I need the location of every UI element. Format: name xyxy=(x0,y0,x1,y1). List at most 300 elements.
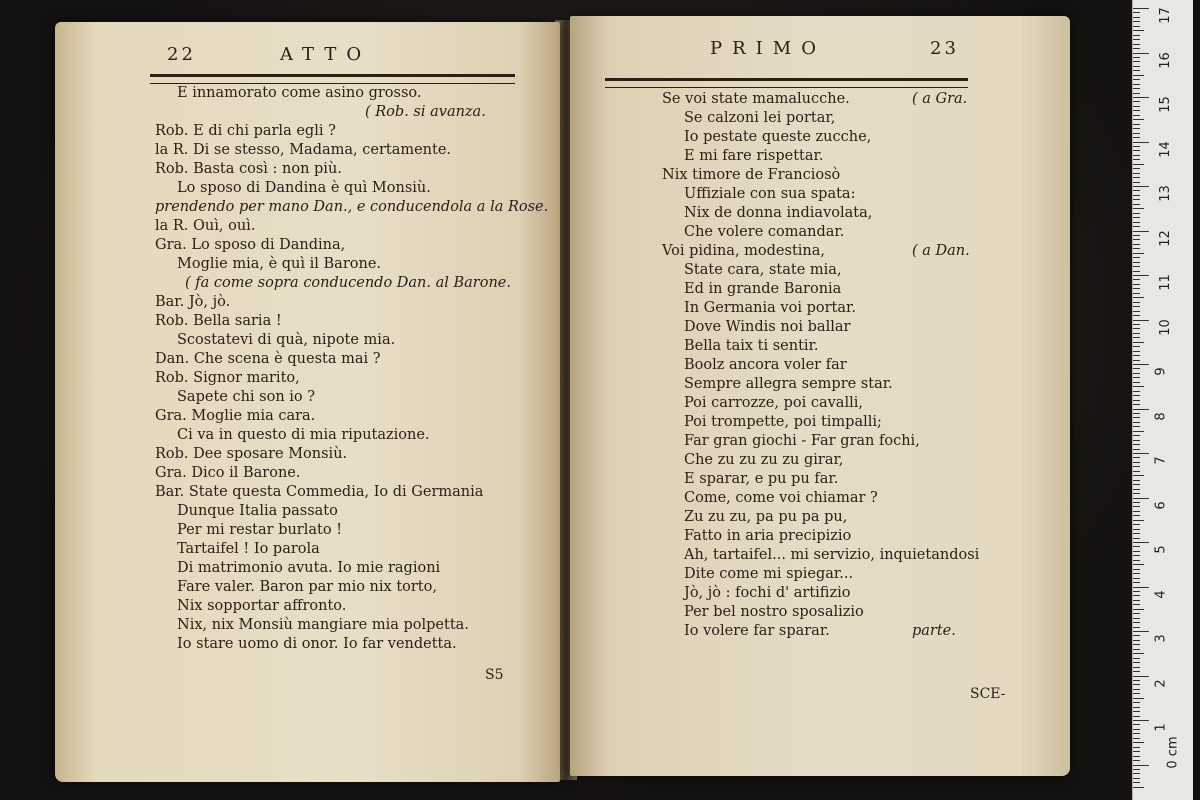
ruler-tick xyxy=(1133,173,1140,174)
text-line xyxy=(155,103,548,122)
text-line xyxy=(155,217,548,236)
text-line xyxy=(662,603,979,622)
ruler-tick xyxy=(1133,66,1140,67)
text-line xyxy=(155,331,548,350)
line-text: Nix de donna indiavolata, xyxy=(684,205,873,221)
ruler-tick xyxy=(1133,662,1140,663)
ruler-tick xyxy=(1133,133,1140,134)
ruler-tick xyxy=(1133,462,1140,463)
text-line xyxy=(155,274,548,293)
text-line xyxy=(155,445,548,464)
ruler-tick xyxy=(1133,293,1140,294)
ruler-tick xyxy=(1133,707,1140,708)
ruler-tick xyxy=(1133,560,1140,561)
ruler-tick xyxy=(1133,337,1140,338)
ruler-tick xyxy=(1133,204,1140,205)
ruler-tick xyxy=(1133,609,1144,610)
text-line xyxy=(155,141,548,160)
ruler-tick xyxy=(1133,26,1140,27)
ruler-number: 6 xyxy=(1153,500,1169,510)
line-text: E sparar, e pu pu far. xyxy=(684,471,839,487)
ruler-number: 17 xyxy=(1157,7,1173,24)
ruler-tick xyxy=(1133,524,1140,525)
ruler-number: 12 xyxy=(1157,229,1173,247)
text-line xyxy=(155,160,548,179)
line-text: Scostatevi di quà, nipote mia. xyxy=(177,332,396,348)
stage-direction: parte. xyxy=(912,623,956,639)
line-text: Zu zu zu, pa pu pa pu, xyxy=(684,509,848,525)
ruler-number: 0 cm xyxy=(1165,735,1181,769)
ruler-tick xyxy=(1133,573,1140,574)
ruler-tick xyxy=(1133,591,1140,592)
ruler-tick xyxy=(1133,724,1140,725)
line-text: Gra. Dico il Barone. xyxy=(155,465,301,481)
ruler-tick xyxy=(1133,75,1144,76)
line-text: la R. Di se stesso, Madama, certamente. xyxy=(155,142,452,158)
text-line xyxy=(662,413,979,432)
measuring-ruler xyxy=(1132,0,1193,800)
ruler-number: 4 xyxy=(1153,589,1169,599)
ruler-tick xyxy=(1133,311,1140,312)
line-text: Ed in grande Baronia xyxy=(684,281,842,297)
ruler-tick xyxy=(1133,613,1140,614)
ruler-tick xyxy=(1133,275,1149,276)
ruler-tick xyxy=(1133,382,1140,383)
line-text: Per bel nostro sposalizio xyxy=(684,604,864,620)
ruler-tick xyxy=(1133,53,1149,54)
ruler-tick xyxy=(1133,48,1140,49)
line-text: E mi fare rispettar. xyxy=(684,148,824,164)
ruler-tick xyxy=(1133,538,1140,539)
left-running-head: ATTO xyxy=(280,44,372,65)
ruler-tick xyxy=(1133,466,1140,467)
ruler-tick xyxy=(1133,551,1140,552)
ruler-tick xyxy=(1133,627,1140,628)
ruler-tick xyxy=(1133,57,1140,58)
ruler-tick xyxy=(1133,44,1140,45)
ruler-tick xyxy=(1133,773,1140,774)
line-text: Che volere comandar. xyxy=(684,224,845,240)
ruler-tick xyxy=(1133,199,1140,200)
text-line xyxy=(155,483,548,502)
ruler-tick xyxy=(1133,106,1140,107)
ruler-tick xyxy=(1133,471,1140,472)
line-text: prendendo per mano Dan., e conducendola a la Rose. xyxy=(155,199,549,215)
text-line xyxy=(662,546,979,565)
ruler-tick xyxy=(1133,493,1140,494)
line-text: Poi trompette, poi timpalli; xyxy=(684,414,882,430)
ruler-tick xyxy=(1133,426,1140,427)
ruler-tick xyxy=(1133,84,1140,85)
line-text: Ah, tartaifel... mi servizio, inquietandosi xyxy=(684,547,980,563)
line-text: Tartaifel ! Io parola xyxy=(177,541,320,557)
ruler-tick xyxy=(1133,729,1140,730)
ruler-tick xyxy=(1133,484,1140,485)
line-text: Io volere far sparar. xyxy=(684,623,830,639)
text-line xyxy=(155,84,548,103)
ruler-tick xyxy=(1133,253,1144,254)
text-line xyxy=(155,502,548,521)
text-line xyxy=(662,90,979,109)
ruler-tick xyxy=(1133,698,1144,699)
text-line xyxy=(662,337,979,356)
signature-mark: S5 xyxy=(485,667,504,683)
ruler-tick xyxy=(1133,391,1140,392)
ruler-tick xyxy=(1133,765,1149,766)
line-text: E innamorato come asino grosso. xyxy=(177,85,422,101)
ruler-tick xyxy=(1133,622,1140,623)
ruler-number: 8 xyxy=(1153,411,1169,421)
text-line xyxy=(662,508,979,527)
open-book xyxy=(50,10,1075,785)
ruler-tick xyxy=(1133,431,1144,432)
ruler-tick xyxy=(1133,159,1140,160)
ruler-tick xyxy=(1133,168,1140,169)
ruler-tick xyxy=(1133,115,1140,116)
ruler-tick xyxy=(1133,315,1140,316)
ruler-tick xyxy=(1133,124,1140,125)
text-line xyxy=(155,578,548,597)
ruler-tick xyxy=(1133,248,1140,249)
text-line xyxy=(662,489,979,508)
text-line xyxy=(155,369,548,388)
ruler-tick xyxy=(1133,395,1140,396)
line-text: Dove Windis noi ballar xyxy=(684,319,851,335)
ruler-tick xyxy=(1133,649,1140,650)
text-line xyxy=(662,242,979,261)
ruler-tick xyxy=(1133,266,1140,267)
line-text: Di matrimonio avuta. Io mie ragioni xyxy=(177,560,441,576)
text-line xyxy=(662,470,979,489)
text-line xyxy=(155,616,548,635)
ruler-tick xyxy=(1133,320,1149,321)
stage-direction: ( a Gra. xyxy=(912,91,968,107)
line-text: Per mi restar burlato ! xyxy=(177,522,343,538)
text-line xyxy=(155,426,548,445)
left-page xyxy=(55,22,560,782)
ruler-tick xyxy=(1133,146,1140,147)
ruler-tick xyxy=(1133,511,1140,512)
line-text: Lo sposo di Dandina è quì Monsiù. xyxy=(177,180,431,196)
ruler-tick xyxy=(1133,150,1140,151)
text-line xyxy=(662,375,979,394)
ruler-tick xyxy=(1133,680,1140,681)
ruler-tick xyxy=(1133,244,1140,245)
ruler-tick xyxy=(1133,760,1140,761)
ruler-tick xyxy=(1133,422,1140,423)
ruler-tick xyxy=(1133,578,1140,579)
ruler-tick xyxy=(1133,555,1140,556)
ruler-tick xyxy=(1133,618,1140,619)
ruler-tick xyxy=(1133,587,1149,588)
ruler-tick xyxy=(1133,671,1140,672)
ruler-tick xyxy=(1133,190,1140,191)
ruler-tick xyxy=(1133,520,1144,521)
text-line xyxy=(155,293,548,312)
ruler-number: 16 xyxy=(1157,51,1173,69)
ruler-tick xyxy=(1133,756,1140,757)
line-text: la R. Ouì, ouì. xyxy=(155,218,256,234)
ruler-number: 14 xyxy=(1157,140,1173,158)
ruler-number: 7 xyxy=(1153,456,1169,465)
ruler-number: 13 xyxy=(1157,185,1173,202)
ruler-tick xyxy=(1133,110,1140,111)
ruler-number: 3 xyxy=(1153,634,1169,643)
line-text: Se calzoni lei portar, xyxy=(684,110,836,126)
ruler-tick xyxy=(1133,39,1140,40)
text-line xyxy=(662,128,979,147)
ruler-tick xyxy=(1133,667,1140,668)
ruler-tick xyxy=(1133,738,1140,739)
ruler-tick xyxy=(1133,79,1140,80)
text-line xyxy=(155,312,548,331)
ruler-tick xyxy=(1133,288,1140,289)
line-text: Moglie mia, è quì il Barone. xyxy=(177,256,382,272)
ruler-tick xyxy=(1133,119,1144,120)
ruler-tick xyxy=(1133,689,1140,690)
ruler-tick xyxy=(1133,733,1140,734)
ruler-tick xyxy=(1133,17,1140,18)
text-line xyxy=(155,179,548,198)
ruler-tick xyxy=(1133,720,1149,721)
line-text: Jò, jò : fochi d' artifizio xyxy=(684,585,851,601)
line-text: Gra. Moglie mia cara. xyxy=(155,408,316,424)
ruler-tick xyxy=(1133,231,1149,232)
ruler-tick xyxy=(1133,453,1149,454)
ruler-tick xyxy=(1133,279,1140,280)
ruler-tick xyxy=(1133,684,1140,685)
right-text-block xyxy=(662,90,979,641)
line-text: Rob. Signor marito, xyxy=(155,370,300,386)
ruler-tick xyxy=(1133,222,1140,223)
text-line xyxy=(662,223,979,242)
text-line xyxy=(662,318,979,337)
text-line xyxy=(662,356,979,375)
ruler-number: 11 xyxy=(1157,274,1173,291)
text-line xyxy=(155,198,548,217)
ruler-tick xyxy=(1133,61,1140,62)
line-text: Rob. E di chi parla egli ? xyxy=(155,123,336,139)
ruler-tick xyxy=(1133,302,1140,303)
ruler-tick xyxy=(1133,262,1140,263)
ruler-tick xyxy=(1133,676,1149,677)
ruler-tick xyxy=(1133,480,1140,481)
ruler-tick xyxy=(1133,644,1140,645)
ruler-tick xyxy=(1133,12,1140,13)
ruler-tick xyxy=(1133,582,1140,583)
catchword: SCE- xyxy=(970,686,1006,702)
ruler-tick xyxy=(1133,88,1140,89)
line-text: Bella taix ti sentir. xyxy=(684,338,819,354)
text-line xyxy=(662,166,979,185)
ruler-tick xyxy=(1133,595,1140,596)
right-running-head: PRIMO xyxy=(710,38,826,59)
ruler-tick xyxy=(1133,182,1140,183)
text-line xyxy=(155,597,548,616)
ruler-tick xyxy=(1133,489,1140,490)
text-line xyxy=(155,122,548,141)
ruler-tick xyxy=(1133,653,1144,654)
line-text: Ci va in questo di mia riputazione. xyxy=(177,427,430,443)
ruler-tick xyxy=(1133,457,1140,458)
ruler-tick xyxy=(1133,533,1140,534)
text-line xyxy=(155,464,548,483)
ruler-tick xyxy=(1133,631,1149,632)
ruler-tick xyxy=(1133,506,1140,507)
ruler-tick xyxy=(1133,716,1140,717)
ruler-tick xyxy=(1133,137,1140,138)
text-line xyxy=(662,109,979,128)
line-text: Fatto in aria precipizio xyxy=(684,528,852,544)
ruler-tick xyxy=(1133,355,1140,356)
text-line xyxy=(662,622,979,641)
text-line xyxy=(155,236,548,255)
stage-direction: ( a Dan. xyxy=(912,243,970,259)
ruler-tick xyxy=(1133,542,1149,543)
ruler-tick xyxy=(1133,155,1140,156)
line-text: Nix, nix Monsiù mangiare mia polpetta. xyxy=(177,617,469,633)
ruler-tick xyxy=(1133,195,1140,196)
right-header-rule xyxy=(605,78,968,88)
text-line xyxy=(662,261,979,280)
text-line xyxy=(662,280,979,299)
text-line xyxy=(155,407,548,426)
text-line xyxy=(155,255,548,274)
ruler-tick xyxy=(1133,186,1149,187)
ruler-tick xyxy=(1133,97,1149,98)
ruler-tick xyxy=(1133,440,1140,441)
right-page-number: 23 xyxy=(930,38,959,59)
line-text: Io stare uomo di onor. Io far vendetta. xyxy=(177,636,457,652)
ruler-tick xyxy=(1133,21,1140,22)
ruler-tick xyxy=(1133,444,1140,445)
ruler-tick xyxy=(1133,502,1140,503)
line-text: Voi pidina, modestina, xyxy=(662,243,825,259)
ruler-tick xyxy=(1133,693,1140,694)
line-text: Io pestate queste zucche, xyxy=(684,129,872,145)
ruler-tick xyxy=(1133,101,1140,102)
ruler-tick xyxy=(1133,782,1140,783)
ruler-number: 10 xyxy=(1157,318,1173,336)
ruler-tick xyxy=(1133,306,1140,307)
ruler-tick xyxy=(1133,217,1140,218)
line-text: Far gran giochi - Far gran fochi, xyxy=(684,433,920,449)
ruler-tick xyxy=(1133,328,1140,329)
text-line xyxy=(662,185,979,204)
left-page-number: 22 xyxy=(167,44,196,65)
line-text: Rob. Dee sposare Monsiù. xyxy=(155,446,348,462)
text-line xyxy=(662,527,979,546)
ruler-tick xyxy=(1133,177,1140,178)
ruler-tick xyxy=(1133,235,1140,236)
ruler-tick xyxy=(1133,8,1149,9)
line-text: In Germania voi portar. xyxy=(684,300,856,316)
ruler-tick xyxy=(1133,351,1140,352)
line-text: ( Rob. si avanza. xyxy=(365,104,486,120)
line-text: Fare valer. Baron par mio nix torto, xyxy=(177,579,437,595)
ruler-tick xyxy=(1133,751,1140,752)
ruler-tick xyxy=(1133,498,1149,499)
line-text: Sapete chi son io ? xyxy=(177,389,316,405)
ruler-tick xyxy=(1133,600,1140,601)
right-page xyxy=(570,16,1070,776)
ruler-tick xyxy=(1133,711,1140,712)
text-line xyxy=(662,204,979,223)
ruler-number: 1 xyxy=(1153,723,1169,732)
left-text-block xyxy=(155,84,548,654)
line-text: Gra. Lo sposo di Dandina, xyxy=(155,237,346,253)
text-line xyxy=(662,451,979,470)
text-line xyxy=(155,350,548,369)
ruler-tick xyxy=(1133,546,1140,547)
text-line xyxy=(155,540,548,559)
line-text: Uffiziale con sua spata: xyxy=(684,186,856,202)
ruler-tick xyxy=(1133,93,1140,94)
ruler-tick xyxy=(1133,284,1140,285)
line-text: Rob. Bella saria ! xyxy=(155,313,282,329)
text-line xyxy=(155,635,548,654)
line-text: State cara, state mia, xyxy=(684,262,842,278)
line-text: Bar. State questa Commedia, Io di Germania xyxy=(155,484,484,500)
ruler-tick xyxy=(1133,297,1144,298)
line-text: ( fa come sopra conducendo Dan. al Barone. xyxy=(185,275,511,291)
text-line xyxy=(155,559,548,578)
line-text: Nix sopportar affronto. xyxy=(177,598,347,614)
ruler-tick xyxy=(1133,257,1140,258)
ruler-tick xyxy=(1133,640,1140,641)
ruler-tick xyxy=(1133,658,1140,659)
left-header-rule xyxy=(150,74,515,84)
text-line xyxy=(662,394,979,413)
line-text: Poi carrozze, poi cavalli, xyxy=(684,395,863,411)
ruler-number: 5 xyxy=(1153,545,1169,554)
ruler-tick xyxy=(1133,569,1140,570)
ruler-tick xyxy=(1133,213,1140,214)
ruler-tick xyxy=(1133,564,1144,565)
ruler-tick xyxy=(1133,35,1140,36)
line-text: Bar. Jò, jò. xyxy=(155,294,231,310)
ruler-tick xyxy=(1133,226,1140,227)
ruler-tick xyxy=(1133,208,1144,209)
ruler-tick xyxy=(1133,342,1144,343)
ruler-tick xyxy=(1133,30,1144,31)
ruler-tick xyxy=(1133,404,1140,405)
line-text: Nix timore de Franciosò xyxy=(662,167,841,183)
ruler-tick xyxy=(1133,413,1140,414)
ruler-tick xyxy=(1133,475,1144,476)
line-text: Che zu zu zu zu girar, xyxy=(684,452,844,468)
ruler-tick xyxy=(1133,417,1140,418)
ruler-number: 9 xyxy=(1153,367,1169,376)
ruler-tick xyxy=(1133,635,1140,636)
text-line xyxy=(662,565,979,584)
ruler-tick xyxy=(1133,435,1140,436)
line-text: Come, come voi chiamar ? xyxy=(684,490,878,506)
ruler-tick xyxy=(1133,386,1144,387)
text-line xyxy=(662,299,979,318)
ruler-tick xyxy=(1133,271,1140,272)
line-text: Dite come mi spiegar... xyxy=(684,566,854,582)
ruler-tick xyxy=(1133,377,1140,378)
ruler-number: 2 xyxy=(1153,678,1169,688)
text-line xyxy=(662,147,979,166)
ruler-tick xyxy=(1133,360,1140,361)
text-line xyxy=(155,388,548,407)
ruler-tick xyxy=(1133,529,1140,530)
ruler-tick xyxy=(1133,239,1140,240)
ruler-tick xyxy=(1133,409,1149,410)
ruler-tick xyxy=(1133,769,1140,770)
